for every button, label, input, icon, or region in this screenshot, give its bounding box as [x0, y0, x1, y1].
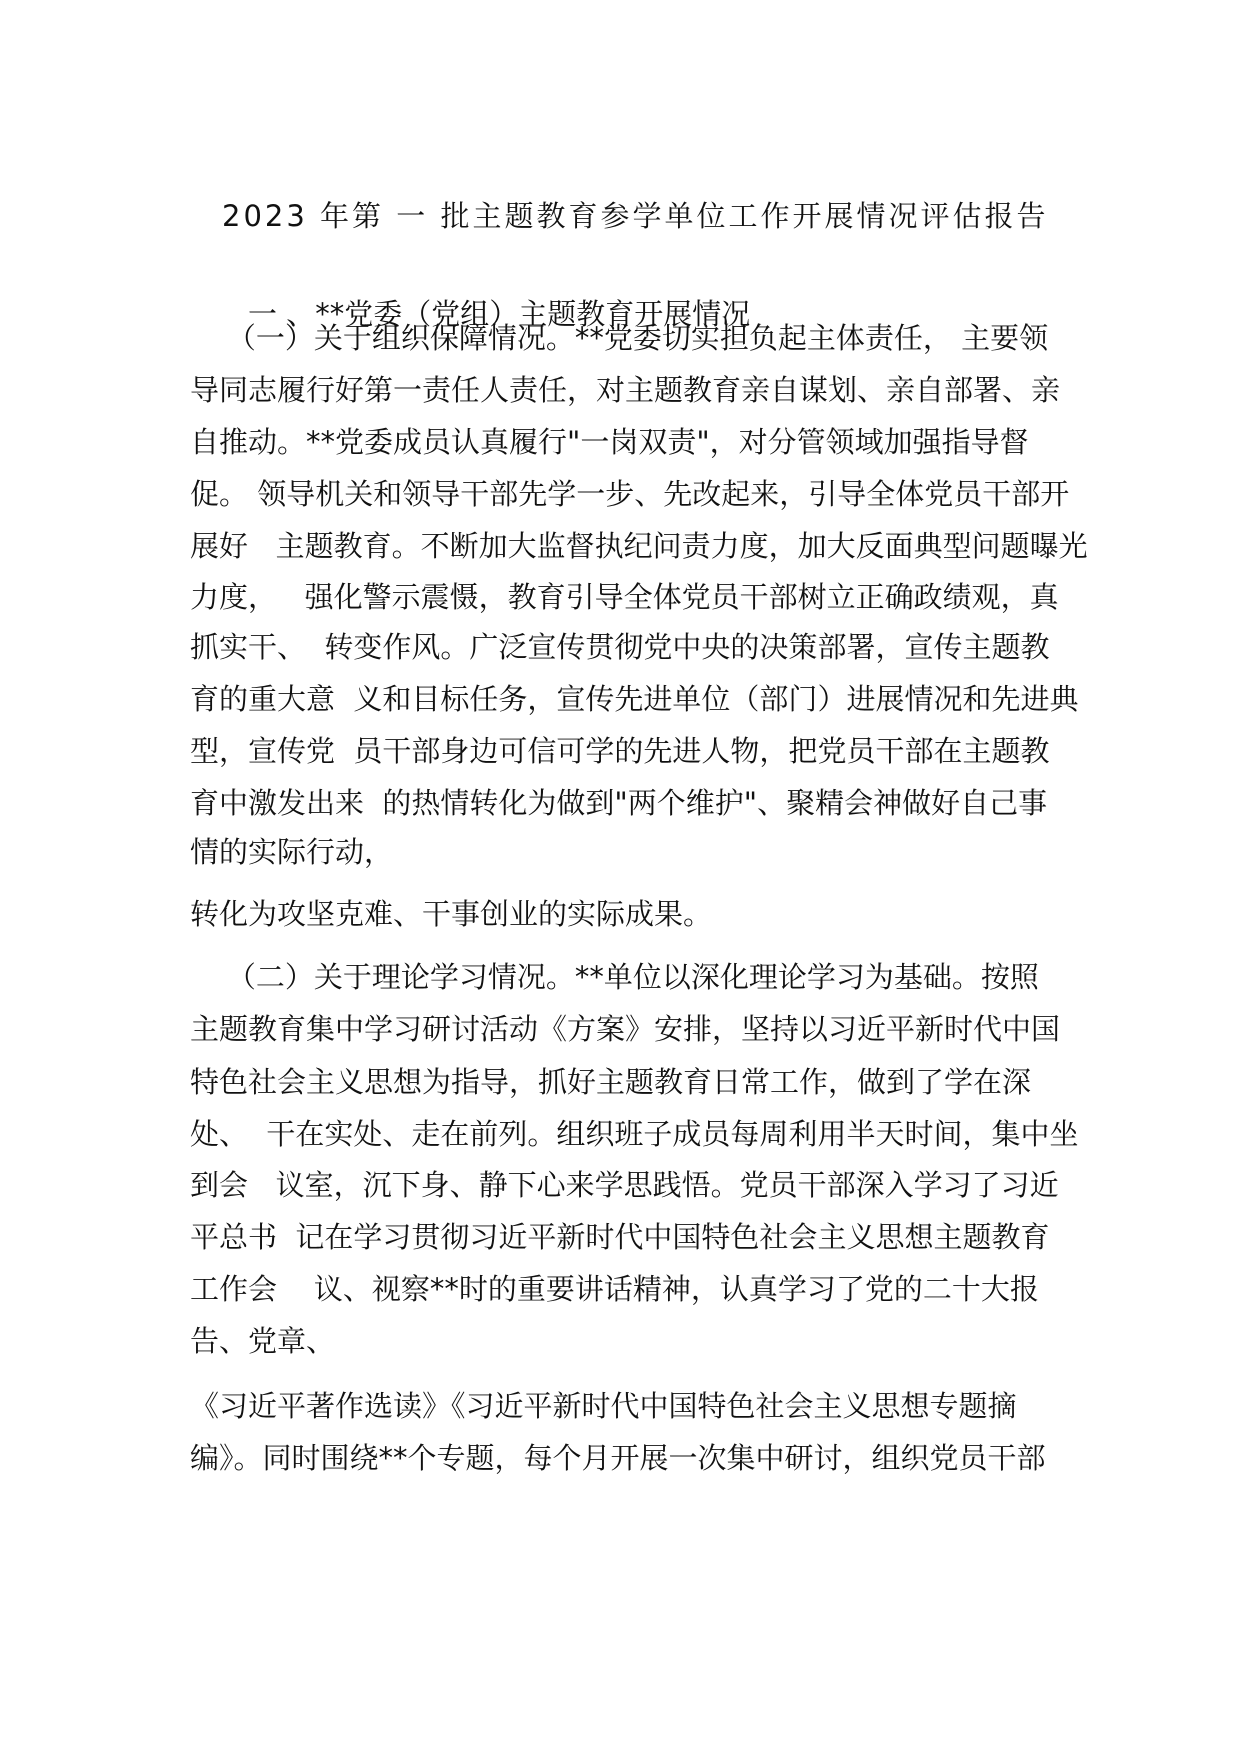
paragraph-line: 平总书 记在学习贯彻习近平新时代中国特色社会主义思想主题教育 [190, 1220, 1050, 1254]
paragraph-line: 促。 领导机关和领导干部先学一步、先改起来，引导全体党员干部开 [190, 477, 1070, 511]
paragraph-line: 特色社会主义思想为指导，抓好主题教育日常工作，做到了学在深 [190, 1065, 1032, 1099]
paragraph-line: 展好 主题教育。不断加大监督执纪问责力度，加大反面典型问题曝光 [190, 529, 1088, 563]
paragraph-line: 工作会 议、视察**时的重要讲话精神，认真学习了党的二十大报 [190, 1272, 1039, 1306]
paragraph-line: 自推动。**党委成员认真履行"一岗双责"，对分管领域加强指导督 [190, 425, 1029, 459]
paragraph-line: 育的重大意 义和目标任务，宣传先进单位（部门）进展情况和先进典 [190, 682, 1079, 716]
paragraph-line: （一）关于组织保障情况。**党委切实担负起主体责任， 主要领 [190, 321, 1049, 355]
paragraph-line: 主题教育集中学习研讨活动《方案》安排，坚持以习近平新时代中国 [190, 1012, 1061, 1046]
paragraph-line: 告、党章、 [190, 1324, 336, 1358]
paragraph-line: 情的实际行动， [190, 835, 394, 869]
paragraph-line: 处、 干在实处、走在前列。组织班子成员每周利用半天时间，集中坐 [190, 1117, 1079, 1151]
paragraph-line: 型，宣传党 员干部身边可信可学的先进人物，把党员干部在主题教 [190, 734, 1050, 768]
paragraph-line: 转化为攻坚克难、干事创业的实际成果。 [190, 897, 713, 931]
paragraph-line: （二）关于理论学习情况。**单位以深化理论学习为基础。按照 [190, 960, 1039, 994]
paragraph-line: 力度， 强化警示震慑，教育引导全体党员干部树立正确政绩观，真 [190, 580, 1059, 614]
paragraph-line: 育中激发出来 的热情转化为做到"两个维护"、聚精会神做好自己事 [190, 786, 1048, 820]
paragraph-line: 导同志履行好第一责任人责任，对主题教育亲自谋划、亲自部署、亲 [190, 373, 1061, 407]
paragraph-line: 抓实干、 转变作风。广泛宣传贯彻党中央的决策部署，宣传主题教 [190, 630, 1050, 664]
section-heading: 一 、**党委（党组）主题教育开展情况 [248, 297, 751, 331]
paragraph-line: 到会 议室，沉下身、静下心来学思践悟。党员干部深入学习了习近 [190, 1168, 1059, 1202]
document-title: 2023 年第 一 批主题教育参学单位工作开展情况评估报告 [222, 199, 1049, 233]
paragraph-line: 编》。同时围绕**个专题，每个月开展一次集中研讨，组织党员干部 [190, 1441, 1046, 1475]
paragraph-line: 《习近平著作选读》《习近平新时代中国特色社会主义思想专题摘 [190, 1389, 1017, 1423]
